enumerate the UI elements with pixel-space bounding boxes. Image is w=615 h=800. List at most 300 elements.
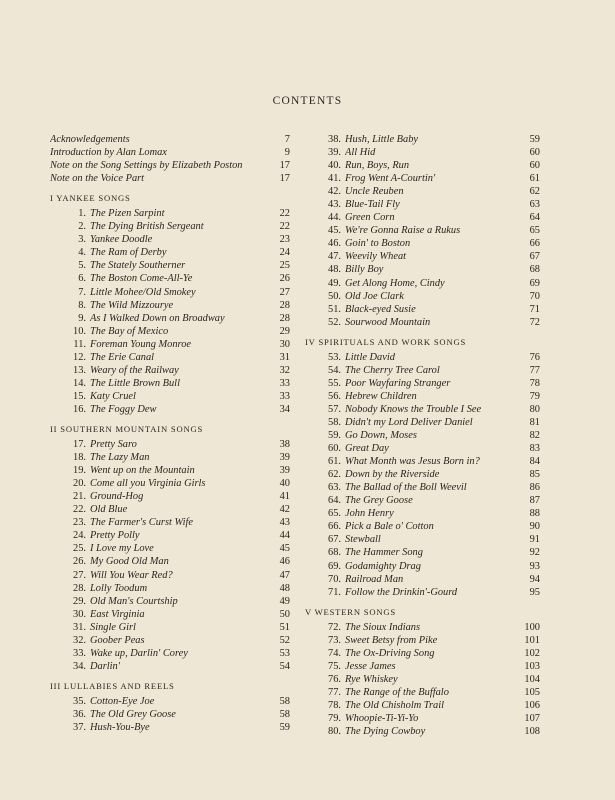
page-number: 47 [279,569,290,581]
page-number: 41 [279,491,290,503]
song-number: 21. [73,491,86,503]
song-title: The Ballad of the Boll Weevil [345,482,467,494]
song-title: Go Down, Moses [345,430,417,442]
song-title: Old Joe Clark [345,290,404,302]
toc-entry [305,403,540,416]
song-number: 40. [328,160,341,172]
page-number: 45 [279,543,290,555]
page-number: 104 [524,673,540,685]
song-number: 29. [73,595,86,607]
song-number: 56. [328,390,341,402]
toc-entry [50,351,290,364]
song-number: 24. [73,530,86,542]
song-number: 41. [328,173,341,185]
toc-entry [305,442,540,455]
song-title: Goober Peas [90,634,145,646]
page-number: 85 [529,469,540,481]
page-number: 82 [529,430,540,442]
page-number: 108 [524,726,540,738]
song-title: The Old Chisholm Trail [345,699,445,711]
section-heading: V WESTERN SONGS [305,606,396,617]
song-title: Little Mohee/Old Smokey [90,286,196,298]
toc-entry [305,520,540,533]
toc-entry [50,464,290,477]
page-number: 60 [529,147,540,159]
song-title: The Ram of Derby [90,247,167,259]
page-number: 60 [529,160,540,172]
song-title: The Dying British Sergeant [90,221,204,233]
toc-entry [305,133,540,146]
page-number: 65 [529,225,540,237]
song-number: 78. [328,699,341,711]
page-number: 39 [279,465,290,477]
page-number: 63 [529,199,540,211]
song-title: Katy Cruel [90,390,136,402]
page-number: 42 [279,504,290,516]
song-number: 5. [78,260,86,272]
song-number: 76. [328,673,341,685]
song-title: The Foggy Dew [90,403,157,415]
toc-entry [50,246,290,259]
toc-entry [50,660,290,673]
page-number: 61 [529,173,540,185]
song-number: 46. [328,238,341,250]
section-heading: I YANKEE SONGS [50,193,131,204]
page-number: 64 [529,212,540,224]
toc-entry [305,390,540,403]
page-number: 105 [524,686,540,698]
song-title: The Dying Cowboy [345,726,426,738]
page-number: 34 [279,403,290,415]
song-number: 68. [328,547,341,559]
song-number: 49. [328,277,341,289]
toc-entry [305,250,540,263]
song-title: Billy Boy [345,264,384,276]
toc-entry [305,198,540,211]
song-number: 6. [78,273,86,285]
front-matter-title: Note on the Voice Part [50,173,145,185]
toc-entry [305,211,540,224]
song-number: 74. [328,647,341,659]
song-number: 12. [73,351,86,363]
song-title: John Henry [345,508,394,520]
song-title: Get Along Home, Cindy [345,277,445,289]
song-number: 16. [73,403,86,415]
song-number: 11. [73,338,86,350]
song-title: Whoopie-Ti-Yi-Yo [345,713,419,725]
page-number: 32 [279,364,290,376]
song-number: 52. [328,316,341,328]
page-number: 29 [279,325,290,337]
page-number: 76 [529,351,540,363]
song-number: 43. [328,199,341,211]
toc-entry [305,146,540,159]
song-number: 59. [328,430,341,442]
song-number: 14. [73,377,86,389]
song-title: Goin' to Boston [345,238,411,250]
song-number: 23. [73,517,86,529]
page-number: 77 [529,364,540,376]
song-number: 69. [328,560,341,572]
song-title: We're Gonna Raise a Rukus [345,225,461,237]
song-number: 42. [328,186,341,198]
page-number: 33 [279,377,290,389]
page-number: 103 [524,660,540,672]
song-title: Blue-Tail Fly [345,199,400,211]
song-number: 38. [328,134,341,145]
song-number: 35. [73,695,86,707]
page-number: 107 [524,713,540,725]
song-number: 30. [73,608,86,620]
toc-entry [305,364,540,377]
toc-entry [305,634,540,647]
page-number: 68 [529,264,540,276]
page-number: 87 [529,495,540,507]
front-matter-title: Note on the Song Settings by Elizabeth Poston [50,160,243,172]
song-number: 3. [78,234,86,246]
song-number: 17. [73,439,86,451]
song-number: 77. [328,686,341,698]
page-number: 43 [279,517,290,529]
page-number: 9 [284,147,290,159]
song-number: 22. [73,504,86,516]
toc-entry [305,660,540,673]
page-number: 44 [279,530,290,542]
page-number: 28 [279,299,290,311]
song-title: Pretty Polly [90,530,140,542]
song-number: 9. [78,312,86,324]
toc-entry [50,233,290,246]
toc-entry [50,542,290,555]
song-number: 31. [73,621,86,633]
song-number: 66. [328,521,341,533]
song-number: 79. [328,713,341,725]
page-number: 69 [529,277,540,289]
song-title: Wake up, Darlin' Corey [90,647,188,659]
song-number: 39. [328,147,341,159]
song-number: 26. [73,556,86,568]
song-title: Sweet Betsy from Pike [345,634,438,646]
toc-entry [50,338,290,351]
song-title: The Grey Goose [345,495,413,507]
toc-entry [305,533,540,546]
section-heading: II SOUTHERN MOUNTAIN SONGS [50,423,204,434]
toc-entry [50,325,290,338]
song-number: 55. [328,377,341,389]
toc-entry [305,673,540,686]
song-title: Green Corn [345,212,395,224]
song-number: 48. [328,264,341,276]
song-title: The Farmer's Curst Wife [90,517,193,529]
song-number: 67. [328,534,341,546]
page-number: 59 [529,134,540,145]
toc-entry [305,237,540,250]
page-number: 50 [279,608,290,620]
page-number: 81 [529,416,540,428]
toc-entry [305,429,540,442]
toc-entry [50,272,290,285]
toc-entry [305,277,540,290]
song-title: The Old Grey Goose [90,708,176,720]
toc-entry [305,546,540,559]
song-title: The Sioux Indians [345,621,421,633]
toc-entry [305,159,540,172]
song-number: 37. [73,722,86,734]
song-number: 45. [328,225,341,237]
song-title: The Pizen Sarpint [90,208,165,220]
song-title: I Love my Love [90,543,154,555]
page-number: 58 [279,708,290,720]
toc-entry [50,503,290,516]
contents-right-column [305,133,540,738]
song-number: 44. [328,212,341,224]
song-title: Down by the Riverside [345,469,440,481]
front-matter-entry [50,133,290,146]
toc-entry [50,451,290,464]
toc-entry [305,560,540,573]
page-number: 67 [529,251,540,263]
toc-entry [305,455,540,468]
song-number: 34. [73,660,86,672]
song-title: Went up on the Mountain [90,465,195,477]
song-number: 1. [78,208,86,220]
page-number: 58 [279,695,290,707]
page-number: 91 [529,534,540,546]
toc-entry [50,403,290,416]
toc-entry [50,721,290,734]
toc-entry [50,299,290,312]
toc-entry [50,377,290,390]
song-number: 18. [73,452,86,464]
toc-entry [305,725,540,738]
song-title: Great Day [345,443,389,455]
page-number: 95 [529,586,540,598]
page-number: 83 [529,443,540,455]
toc-entry [305,263,540,276]
toc-entry [50,555,290,568]
song-title: Pick a Bale o' Cotton [345,521,434,533]
song-number: 50. [328,290,341,302]
toc-entry [305,185,540,198]
toc-entry [305,647,540,660]
page-number: 33 [279,390,290,402]
page-number: 90 [529,521,540,533]
page-number: 94 [529,573,540,585]
page-number: 7 [284,134,290,145]
page-number: 17 [279,173,290,185]
song-number: 80. [328,726,341,738]
toc-entry [305,377,540,390]
toc-entry [50,621,290,634]
song-number: 32. [73,634,86,646]
song-number: 10. [73,325,86,337]
song-number: 73. [328,634,341,646]
song-title: East Virginia [90,608,145,620]
song-title: Black-eyed Susie [345,303,416,315]
song-title: Stewball [345,534,381,546]
song-number: 63. [328,482,341,494]
song-title: Single Girl [90,621,136,633]
toc-entry [50,490,290,503]
song-title: Nobody Knows the Trouble I See [345,403,482,415]
toc-entry [50,220,290,233]
song-number: 36. [73,708,86,720]
song-title: Old Man's Courtship [90,595,178,607]
page-number: 93 [529,560,540,572]
song-number: 51. [328,303,341,315]
toc-entry [305,468,540,481]
song-title: All Hid [345,147,376,159]
page-number: 54 [279,660,290,672]
page-number: 31 [279,351,290,363]
song-title: Hush, Little Baby [345,134,419,145]
toc-entry [305,172,540,185]
song-title: My Good Old Man [90,556,169,568]
toc-entry [305,351,540,364]
song-number: 28. [73,582,86,594]
song-number: 15. [73,390,86,402]
song-title: Lolly Toodum [90,582,148,594]
song-title: Yankee Doodle [90,234,153,246]
toc-entry [50,390,290,403]
toc-entry [50,207,290,220]
page-number: 24 [279,247,290,259]
contents-left-column [50,133,290,734]
song-title: As I Walked Down on Broadway [90,312,225,324]
song-number: 62. [328,469,341,481]
page-number: 23 [279,234,290,246]
song-number: 65. [328,508,341,520]
song-title: Uncle Reuben [345,186,404,198]
toc-entry [50,286,290,299]
toc-entry [50,647,290,660]
page-number: 28 [279,312,290,324]
section-heading: IV SPIRITUALS AND WORK SONGS [305,336,467,347]
page-number: 80 [529,403,540,415]
song-title: The Cherry Tree Carol [345,364,440,376]
song-number: 64. [328,495,341,507]
page-number: 25 [279,260,290,272]
song-number: 53. [328,351,341,363]
song-number: 4. [78,247,86,259]
song-title: Ground-Hog [90,491,144,503]
page-number: 86 [529,482,540,494]
song-title: The Little Brown Bull [90,377,180,389]
song-title: Cotton-Eye Joe [90,695,155,707]
page-number: 26 [279,273,290,285]
song-number: 25. [73,543,86,555]
song-title: The Hammer Song [345,547,423,559]
song-title: Pretty Saro [90,439,137,451]
page-number: 49 [279,595,290,607]
toc-entry [50,364,290,377]
toc-entry [305,290,540,303]
song-title: Will You Wear Red? [90,569,173,581]
song-title: Jesse James [345,660,396,672]
song-title: Follow the Drinkin'-Gourd [345,586,458,598]
song-title: The Range of the Buffalo [345,686,449,698]
song-title: The Lazy Man [90,452,150,464]
page-number: 70 [529,290,540,302]
page-number: 22 [279,221,290,233]
song-title: The Stately Southerner [90,260,186,272]
page-number: 78 [529,377,540,389]
song-title: Hebrew Children [345,390,417,402]
page-number: 71 [529,303,540,315]
toc-entry [305,303,540,316]
toc-entry [305,481,540,494]
song-title: Frog Went A-Courtin' [345,173,436,185]
front-matter-entry [50,159,290,172]
song-title: Sourwood Mountain [345,316,431,328]
toc-entry [50,595,290,608]
song-number: 2. [78,221,86,233]
toc-entry [305,507,540,520]
toc-entry [305,621,540,634]
song-number: 61. [328,456,341,468]
song-title: Foreman Young Monroe [90,338,192,350]
song-number: 27. [73,569,86,581]
song-title: Come all you Virginia Girls [90,478,206,490]
page-number: 102 [524,647,540,659]
toc-entry [305,712,540,725]
song-number: 13. [73,364,86,376]
song-number: 72. [328,621,341,633]
page-number: 48 [279,582,290,594]
song-number: 57. [328,403,341,415]
song-title: Old Blue [90,504,128,516]
page-number: 88 [529,508,540,520]
toc-entry [50,477,290,490]
song-title: Hush-You-Bye [90,722,150,734]
page-title: CONTENTS [272,95,343,107]
page-number: 101 [524,634,540,646]
song-title: Rye Whiskey [345,673,398,685]
toc-entry [305,586,540,599]
toc-entry [50,438,290,451]
song-title: Darlin' [90,660,120,672]
toc-entry [50,582,290,595]
toc-entry [50,634,290,647]
song-number: 20. [73,478,86,490]
page-number: 100 [524,621,540,633]
toc-entry [50,695,290,708]
toc-entry [305,699,540,712]
page-number: 27 [279,286,290,298]
song-number: 54. [328,364,341,376]
section-heading: III LULLABIES AND REELS [50,680,175,691]
front-matter-entry [50,172,290,185]
toc-entry [50,516,290,529]
page-number: 92 [529,547,540,559]
toc-entry [305,494,540,507]
song-number: 70. [328,573,341,585]
toc-entry [305,573,540,586]
song-number: 7. [78,286,86,298]
page-number: 39 [279,452,290,464]
song-title: The Wild Mizzourye [90,299,174,311]
toc-entry [50,312,290,325]
song-title: Poor Wayfaring Stranger [345,377,451,389]
toc-entry [305,224,540,237]
page-number: 59 [279,722,290,734]
song-number: 75. [328,660,341,672]
song-number: 8. [78,299,86,311]
song-title: Run, Boys, Run [345,160,410,172]
song-title: The Boston Come-All-Ye [90,273,193,285]
page-number: 72 [529,316,540,328]
front-matter-entry [50,146,290,159]
